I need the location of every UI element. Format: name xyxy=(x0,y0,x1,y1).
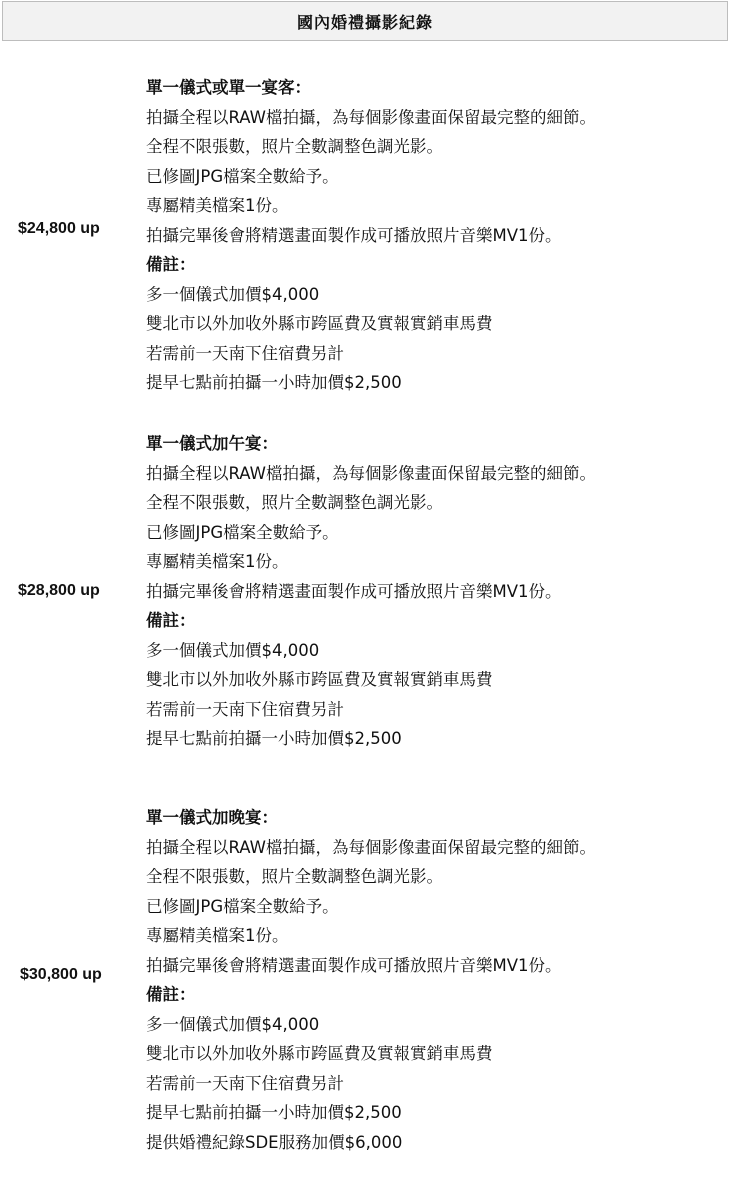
table-border xyxy=(137,42,138,418)
table-border xyxy=(137,418,138,765)
table-border xyxy=(4,42,727,43)
package-details xyxy=(146,803,596,1157)
feature-item: 專屬精美檔案1份。 xyxy=(146,196,289,215)
note-item: 雙北市以外加收外縣市跨區費及實報實銷車馬費 xyxy=(146,314,493,333)
package-heading: 單一儀式加晚宴： xyxy=(146,808,278,827)
note-item: 提早七點前拍攝一小時加價$2,500 xyxy=(146,373,402,392)
feature-item: 專屬精美檔案1份。 xyxy=(146,552,289,571)
feature-item: 已修圖JPG檔案全數給予。 xyxy=(146,522,339,542)
table-border xyxy=(727,418,728,765)
table-border xyxy=(729,765,730,1190)
package-details xyxy=(146,429,596,754)
feature-item: 拍攝全程以RAW檔拍攝，為每個影像畫面保留最完整的細節。 xyxy=(146,463,596,483)
note-item: 若需前一天南下住宿費另計 xyxy=(146,699,344,719)
feature-item: 已修圖JPG檔案全數給予。 xyxy=(146,896,339,916)
package-heading: 單一儀式或單一宴客： xyxy=(146,78,311,97)
feature-item: 全程不限張數，照片全數調整色調光影。 xyxy=(146,867,443,886)
notes-label: 備註： xyxy=(146,985,196,1004)
note-item: 多一個儀式加價$4,000 xyxy=(146,1014,320,1034)
package-heading: 單一儀式加午宴： xyxy=(146,434,278,453)
note-item: 雙北市以外加收外縣市跨區費及實報實銷車馬費 xyxy=(146,670,493,689)
feature-item: 全程不限張數，照片全數調整色調光影。 xyxy=(146,137,443,156)
table-border xyxy=(6,765,7,1190)
note-item: 若需前一天南下住宿費另計 xyxy=(146,1073,344,1093)
table-border xyxy=(6,765,729,766)
notes-label: 備註： xyxy=(146,611,196,630)
note-item: 多一個儀式加價$4,000 xyxy=(146,640,320,660)
table-title: 國內婚禮攝影紀錄 xyxy=(2,1,728,41)
feature-item: 全程不限張數，照片全數調整色調光影。 xyxy=(146,493,443,512)
table-border xyxy=(727,42,728,418)
table-border xyxy=(4,42,5,418)
note-item: 提早七點前拍攝一小時加價$2,500 xyxy=(146,729,402,748)
note-item: 雙北市以外加收外縣市跨區費及實報實銷車馬費 xyxy=(146,1044,493,1063)
feature-item: 拍攝完畢後會將精選畫面製作成可播放照片音樂MV1份。 xyxy=(146,955,562,975)
notes-label: 備註： xyxy=(146,255,196,274)
table-border xyxy=(4,418,727,419)
package-price: $28,800 up xyxy=(18,582,100,599)
package-price: $30,800 up xyxy=(20,966,102,983)
feature-item: 專屬精美檔案1份。 xyxy=(146,926,289,945)
note-item: 若需前一天南下住宿費另計 xyxy=(146,343,344,363)
package-details xyxy=(146,73,596,398)
note-item: 提供婚禮紀錄SDE服務加價$6,000 xyxy=(146,1132,403,1152)
table-border xyxy=(138,765,139,1190)
feature-item: 拍攝全程以RAW檔拍攝，為每個影像畫面保留最完整的細節。 xyxy=(146,837,596,857)
package-price: $24,800 up xyxy=(18,220,100,237)
note-item: 提早七點前拍攝一小時加價$2,500 xyxy=(146,1103,402,1122)
feature-item: 已修圖JPG檔案全數給予。 xyxy=(146,166,339,186)
feature-item: 拍攝完畢後會將精選畫面製作成可播放照片音樂MV1份。 xyxy=(146,581,562,601)
table-border xyxy=(6,1190,729,1191)
table-border xyxy=(4,418,5,765)
feature-item: 拍攝完畢後會將精選畫面製作成可播放照片音樂MV1份。 xyxy=(146,225,562,245)
feature-item: 拍攝全程以RAW檔拍攝，為每個影像畫面保留最完整的細節。 xyxy=(146,107,596,127)
note-item: 多一個儀式加價$4,000 xyxy=(146,284,320,304)
